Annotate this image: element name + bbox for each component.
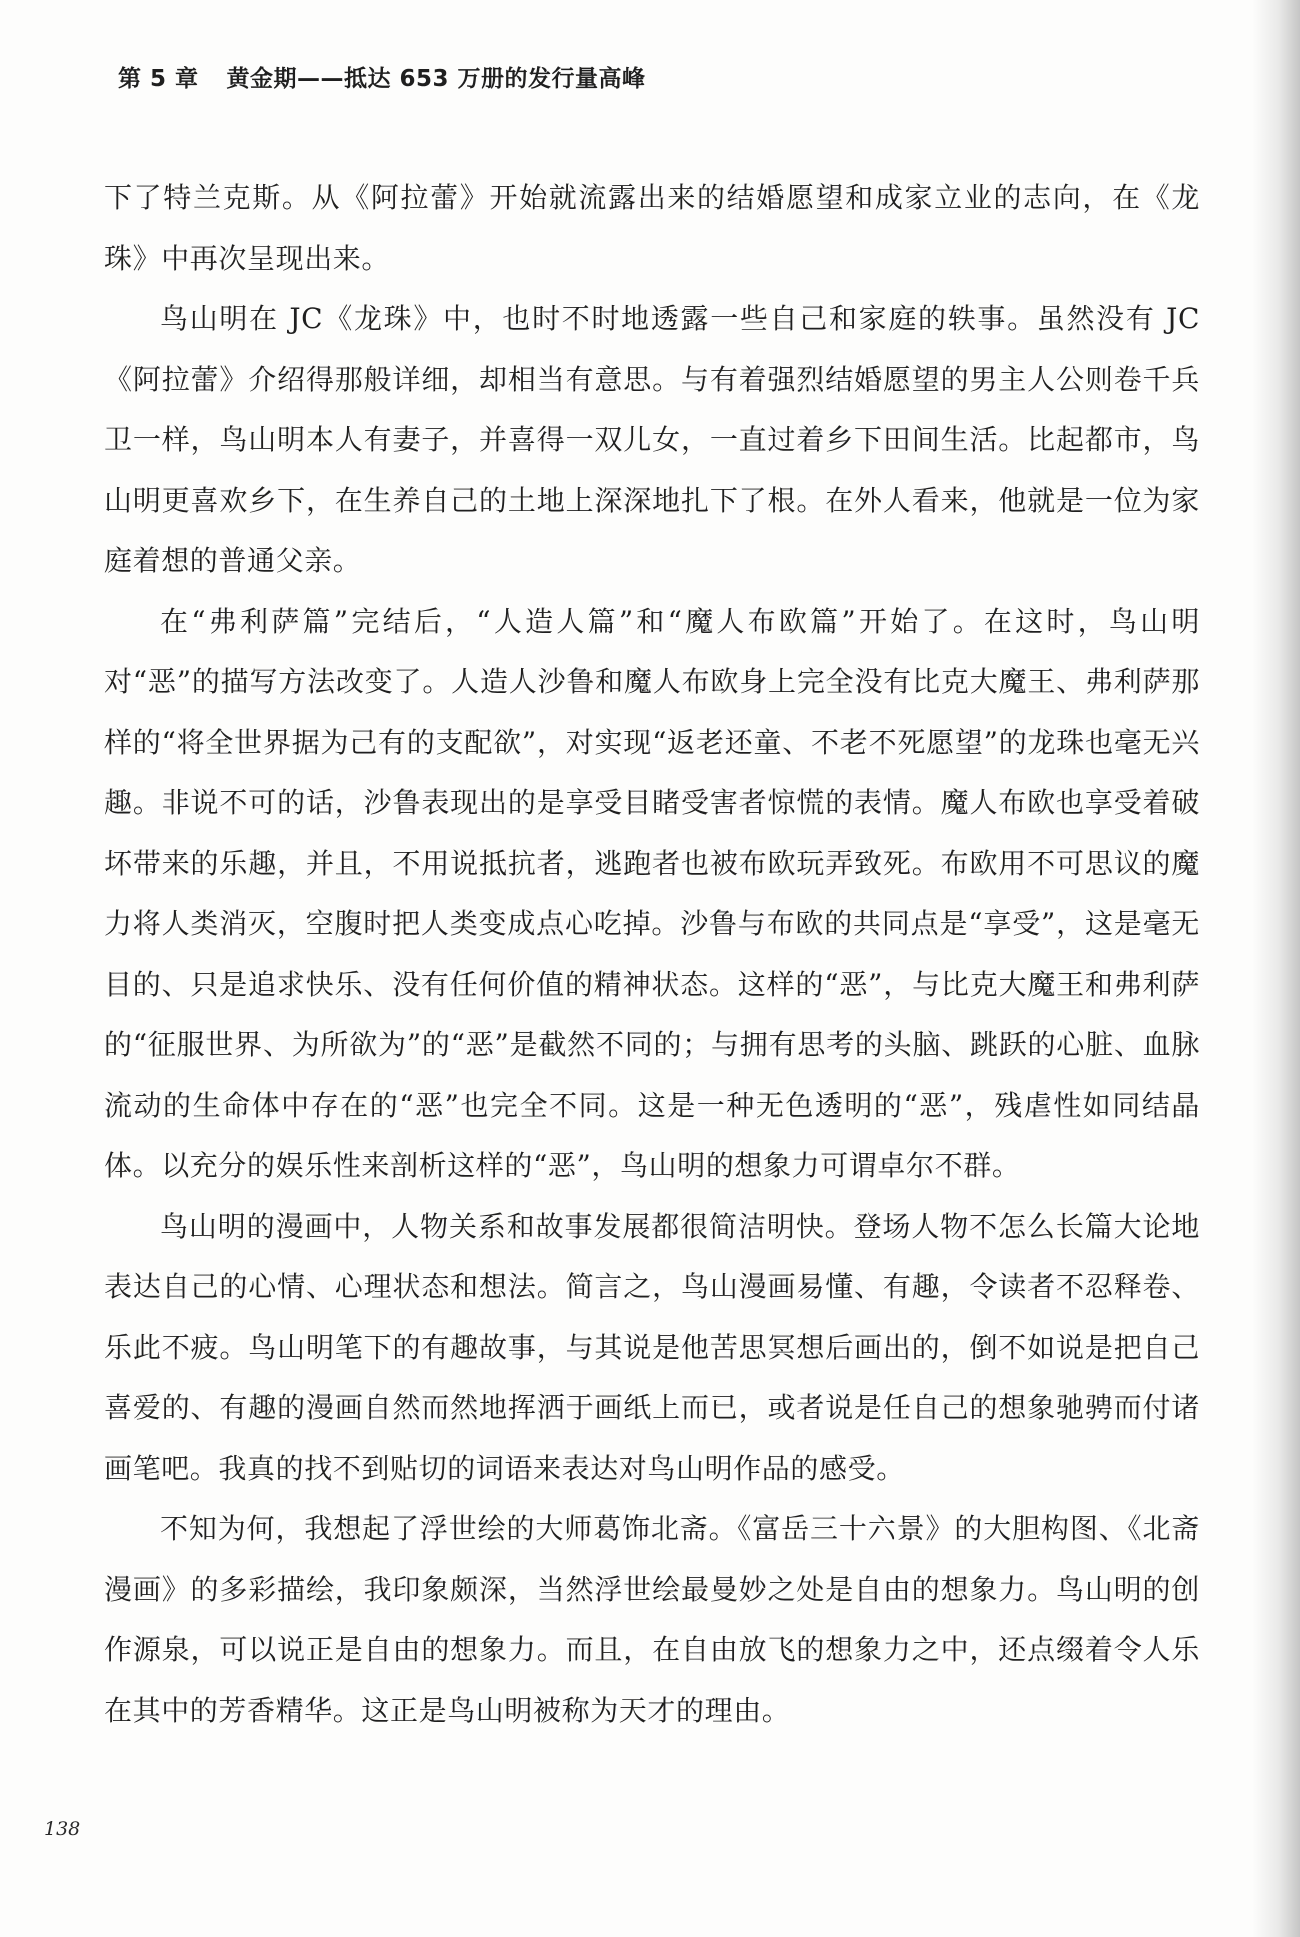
- page-body: [104, 168, 1200, 1741]
- page-number: 138: [44, 1818, 81, 1840]
- running-header: [118, 60, 646, 93]
- paragraph: 不知为何，我想起了浮世绘的大师葛饰北斋。《富岳三十六景》的大胆构图、《北斋漫画》的多彩描绘，我印象颇深，当然浮世绘最曼妙之处是自由的想象力。鸟山明的创作源泉，可以说正是自由的想象力。而且，在自由放飞的想象力之中，还点缀着令人乐在其中的芳香精华。这正是鸟山明被称为天才的理由。: [104, 1512, 1200, 1727]
- paragraph: 鸟山明的漫画中，人物关系和故事发展都很简洁明快。登场人物不怎么长篇大论地表达自己的心情、心理状态和想法。简言之，鸟山漫画易懂、有趣，令读者不忍释卷、乐此不疲。鸟山明笔下的有趣故事，与其说是他苦思冥想后画出的，倒不如说是把自己喜爱的、有趣的漫画自然而然地挥洒于画纸上而已，或者说是任自己的想象驰骋而付诸画笔吧。我真的找不到贴切的词语来表达对鸟山明作品的感受。: [104, 1209, 1200, 1485]
- paragraph-continuation: 下了特兰克斯。从《阿拉蕾》开始就流露出来的结婚愿望和成家立业的志向，在《龙珠》中再次呈现出来。: [104, 181, 1200, 275]
- chapter-number: 第 5 章: [118, 66, 199, 92]
- page-shadow: [1252, 0, 1300, 1937]
- chapter-title: 黄金期——抵达 653 万册的发行量高峰: [226, 66, 646, 92]
- paragraph: 在“弗利萨篇”完结后，“人造人篇”和“魔人布欧篇”开始了。在这时，鸟山明对“恶”的描写方法改变了。人造人沙鲁和魔人布欧身上完全没有比克大魔王、弗利萨那样的“将全世界据为己有的支配欲”，对实现“返老还童、不老不死愿望”的龙珠也毫无兴趣。非说不可的话，沙鲁表现出的是享受目睹受害者惊慌的表情。魔人布欧也享受着破坏带来的乐趣，并且，不用说抵抗者，逃跑者也被布欧玩弄致死。布欧用不可思议的魔力将人类消灭，空腹时把人类变成点心吃掉。沙鲁与布欧的共同点是“享受”，这是毫无目的、只是追求快乐、没有任何价值的精神状态。这样的“恶”，与比克大魔王和弗利萨的“征服世界、为所欲为”的“恶”是截然不同的；与拥有思考的头脑、跳跃的心脏、血脉流动的生命体中存在的“恶”也完全不同。这是一种无色透明的“恶”，残虐性如同结晶体。以充分的娱乐性来剖析这样的“恶”，鸟山明的想象力可谓卓尔不群。: [104, 604, 1200, 1182]
- paragraph: 鸟山明在 JC《龙珠》中，也时不时地透露一些自己和家庭的轶事。虽然没有 JC《阿拉蕾》介绍得那般详细，却相当有意思。与有着强烈结婚愿望的男主人公则卷千兵卫一样，鸟山明本人有妻子，并喜得一双儿女，一直过着乡下田间生活。比起都市，鸟山明更喜欢乡下，在生养自己的土地上深深地扎下了根。在外人看来，他就是一位为家庭着想的普通父亲。: [104, 302, 1200, 577]
